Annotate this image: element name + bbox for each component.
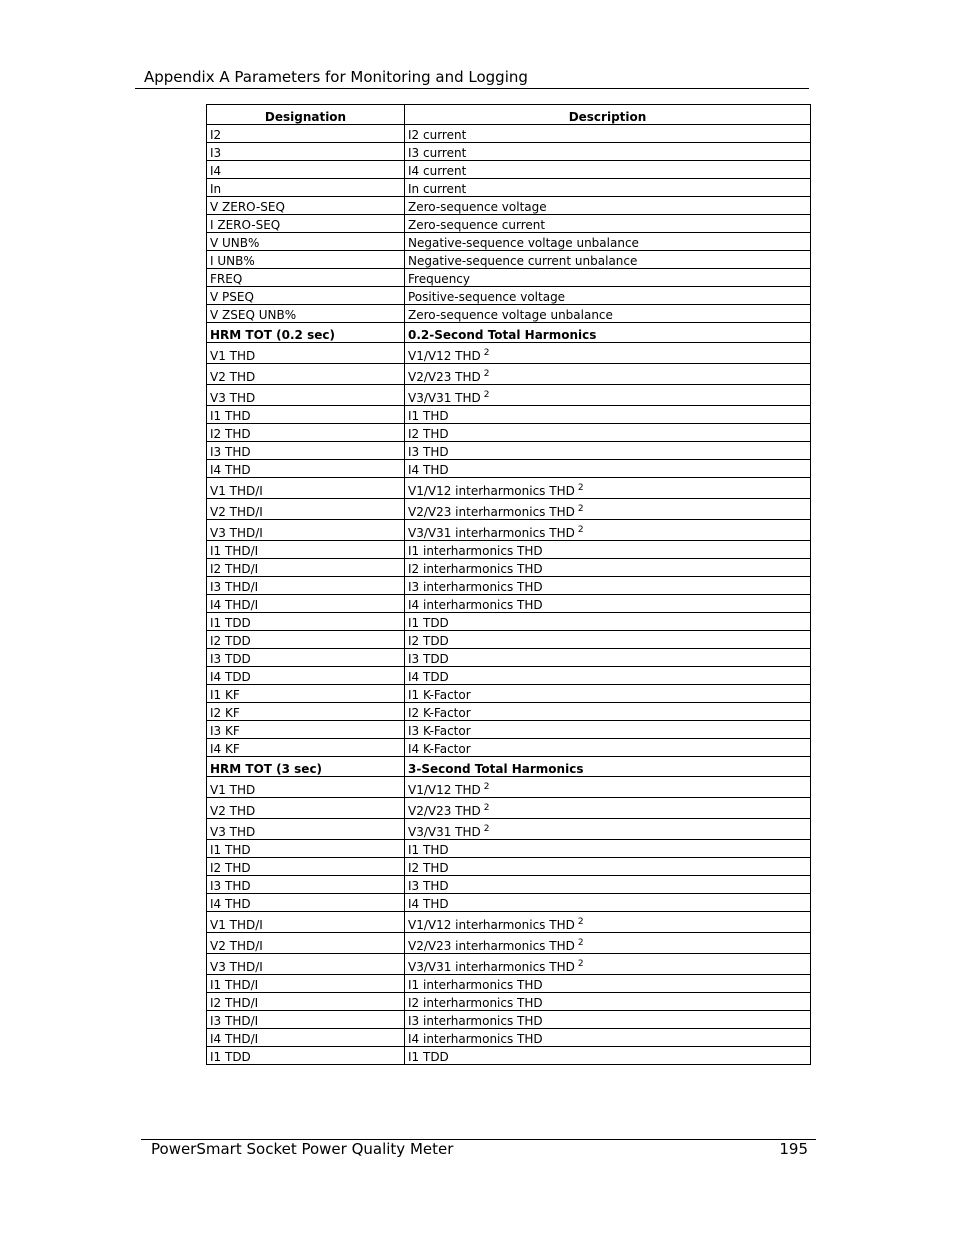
description-text: I1 interharmonics THD — [408, 544, 543, 558]
designation-cell: I2 THD — [207, 858, 405, 876]
description-text: Zero-sequence voltage — [408, 200, 547, 214]
description-text: I4 interharmonics THD — [408, 598, 543, 612]
designation-cell: I4 THD/I — [207, 1029, 405, 1047]
description-cell — [405, 954, 811, 975]
table-row — [207, 143, 811, 161]
table-row — [207, 520, 811, 541]
table-row — [207, 233, 811, 251]
designation-cell: V PSEQ — [207, 287, 405, 305]
header-divider — [135, 88, 809, 89]
footnote-reference: 2 — [577, 959, 584, 969]
table-row — [207, 649, 811, 667]
table-row — [207, 975, 811, 993]
page-header-title: Appendix A Parameters for Monitoring and Logging — [144, 68, 528, 86]
designation-cell: I2 — [207, 125, 405, 143]
description-cell — [405, 460, 811, 478]
designation-cell: I2 KF — [207, 703, 405, 721]
table-row — [207, 442, 811, 460]
description-text: V2/V23 THD — [408, 804, 481, 818]
designation-cell: HRM TOT (3 sec) — [207, 757, 405, 777]
designation-cell: I3 THD — [207, 876, 405, 894]
description-cell — [405, 269, 811, 287]
description-text: V1/V12 interharmonics THD — [408, 918, 575, 932]
description-text: Positive-sequence voltage — [408, 290, 566, 304]
description-cell — [405, 541, 811, 559]
designation-cell: I4 KF — [207, 739, 405, 757]
footer-document-title: PowerSmart Socket Power Quality Meter — [151, 1140, 454, 1158]
description-text: V3/V31 interharmonics THD — [408, 526, 575, 540]
table-row — [207, 912, 811, 933]
designation-cell: V2 THD/I — [207, 933, 405, 954]
designation-cell: I4 TDD — [207, 667, 405, 685]
description-text: I4 interharmonics THD — [408, 1032, 543, 1046]
table-row — [207, 1029, 811, 1047]
designation-cell: I1 KF — [207, 685, 405, 703]
designation-cell: HRM TOT (0.2 sec) — [207, 323, 405, 343]
description-text: I1 THD — [408, 409, 449, 423]
table-row — [207, 1011, 811, 1029]
designation-cell: I4 THD — [207, 460, 405, 478]
designation-cell: V2 THD — [207, 798, 405, 819]
description-cell — [405, 499, 811, 520]
designation-cell: I1 THD — [207, 406, 405, 424]
footnote-reference: 2 — [577, 504, 584, 514]
description-cell — [405, 385, 811, 406]
description-cell — [405, 520, 811, 541]
table-row — [207, 993, 811, 1011]
table-row — [207, 840, 811, 858]
designation-cell: I2 THD — [207, 424, 405, 442]
designation-cell: V1 THD — [207, 343, 405, 364]
footnote-reference: 2 — [577, 483, 584, 493]
designation-cell: I4 THD — [207, 894, 405, 912]
table-row — [207, 798, 811, 819]
description-cell — [405, 685, 811, 703]
table-section-row — [207, 757, 811, 777]
description-cell — [405, 577, 811, 595]
description-text: I4 THD — [408, 463, 449, 477]
table-row — [207, 595, 811, 613]
table-row — [207, 577, 811, 595]
description-cell — [405, 819, 811, 840]
description-text: V3/V31 THD — [408, 825, 481, 839]
description-text: Frequency — [408, 272, 470, 286]
table-row — [207, 559, 811, 577]
designation-cell: I1 TDD — [207, 1047, 405, 1065]
description-cell — [405, 478, 811, 499]
description-text: I2 interharmonics THD — [408, 996, 543, 1010]
footnote-reference: 2 — [577, 525, 584, 535]
designation-cell: I2 TDD — [207, 631, 405, 649]
description-cell — [405, 343, 811, 364]
description-text: I2 K-Factor — [408, 706, 471, 720]
table-row — [207, 460, 811, 478]
designation-cell: V3 THD — [207, 819, 405, 840]
parameters-table — [206, 104, 811, 1065]
table-row — [207, 954, 811, 975]
description-text: V2/V23 THD — [408, 370, 481, 384]
description-cell — [405, 559, 811, 577]
designation-cell: I4 THD/I — [207, 595, 405, 613]
table-row — [207, 125, 811, 143]
table-row — [207, 161, 811, 179]
table-row — [207, 364, 811, 385]
designation-cell: I4 — [207, 161, 405, 179]
page-number: 195 — [779, 1140, 808, 1158]
designation-cell: I1 THD/I — [207, 541, 405, 559]
footnote-reference: 2 — [483, 824, 490, 834]
table-section-row — [207, 323, 811, 343]
description-cell — [405, 912, 811, 933]
description-text: I4 TDD — [408, 670, 449, 684]
description-cell — [405, 125, 811, 143]
description-text: V1/V12 interharmonics THD — [408, 484, 575, 498]
column-header-designation: Designation — [207, 105, 405, 125]
designation-cell: V3 THD/I — [207, 520, 405, 541]
description-text: I2 THD — [408, 861, 449, 875]
footnote-reference: 2 — [577, 917, 584, 927]
description-cell — [405, 215, 811, 233]
description-text: I2 current — [408, 128, 467, 142]
designation-cell: V UNB% — [207, 233, 405, 251]
designation-cell: V3 THD/I — [207, 954, 405, 975]
table-row — [207, 721, 811, 739]
designation-cell: I2 THD/I — [207, 993, 405, 1011]
table-row — [207, 385, 811, 406]
description-text: I1 TDD — [408, 1050, 449, 1064]
table-row — [207, 933, 811, 954]
description-cell — [405, 613, 811, 631]
description-text: I3 TDD — [408, 652, 449, 666]
description-cell — [405, 197, 811, 215]
description-cell — [405, 876, 811, 894]
description-cell — [405, 703, 811, 721]
designation-cell: I ZERO-SEQ — [207, 215, 405, 233]
table-row — [207, 269, 811, 287]
table-header-row — [207, 105, 811, 125]
description-text: V2/V23 interharmonics THD — [408, 939, 575, 953]
table-row — [207, 478, 811, 499]
designation-cell: In — [207, 179, 405, 197]
description-cell — [405, 1011, 811, 1029]
description-cell — [405, 721, 811, 739]
description-cell — [405, 406, 811, 424]
description-cell — [405, 993, 811, 1011]
table-row — [207, 424, 811, 442]
table-row — [207, 667, 811, 685]
description-text: Negative-sequence voltage unbalance — [408, 236, 639, 250]
designation-cell: I1 THD — [207, 840, 405, 858]
table-row — [207, 819, 811, 840]
description-cell — [405, 858, 811, 876]
table-row — [207, 631, 811, 649]
table-row — [207, 197, 811, 215]
table-row — [207, 179, 811, 197]
description-cell — [405, 667, 811, 685]
designation-cell: I UNB% — [207, 251, 405, 269]
table-row — [207, 215, 811, 233]
description-cell — [405, 1029, 811, 1047]
description-cell — [405, 757, 811, 777]
description-cell — [405, 161, 811, 179]
footnote-reference: 2 — [483, 369, 490, 379]
table-row — [207, 406, 811, 424]
designation-cell: I3 THD/I — [207, 1011, 405, 1029]
description-text: Zero-sequence current — [408, 218, 546, 232]
table-row — [207, 703, 811, 721]
description-text: I3 THD — [408, 879, 449, 893]
designation-cell: V ZERO-SEQ — [207, 197, 405, 215]
description-cell — [405, 442, 811, 460]
table-row — [207, 499, 811, 520]
designation-cell: I2 THD/I — [207, 559, 405, 577]
designation-cell: I3 THD/I — [207, 577, 405, 595]
designation-cell: I3 TDD — [207, 649, 405, 667]
designation-cell: I3 KF — [207, 721, 405, 739]
description-cell — [405, 595, 811, 613]
description-text: I1 interharmonics THD — [408, 978, 543, 992]
description-cell — [405, 840, 811, 858]
description-cell — [405, 424, 811, 442]
description-cell — [405, 777, 811, 798]
description-cell — [405, 143, 811, 161]
table-row — [207, 685, 811, 703]
description-cell — [405, 323, 811, 343]
description-cell — [405, 933, 811, 954]
table-row — [207, 876, 811, 894]
table-body — [207, 125, 811, 1065]
table-row — [207, 777, 811, 798]
description-text: 0.2-Second Total Harmonics — [408, 328, 597, 342]
description-cell — [405, 287, 811, 305]
description-cell — [405, 305, 811, 323]
description-text: I2 interharmonics THD — [408, 562, 543, 576]
footnote-reference: 2 — [483, 348, 490, 358]
description-text: V3/V31 THD — [408, 391, 481, 405]
description-cell — [405, 179, 811, 197]
description-text: I4 current — [408, 164, 467, 178]
description-text: V3/V31 interharmonics THD — [408, 960, 575, 974]
description-text: 3-Second Total Harmonics — [408, 762, 584, 776]
description-cell — [405, 975, 811, 993]
description-text: I3 THD — [408, 445, 449, 459]
designation-cell: V2 THD/I — [207, 499, 405, 520]
table-row — [207, 305, 811, 323]
description-text: I4 THD — [408, 897, 449, 911]
description-cell — [405, 1047, 811, 1065]
description-text: I2 THD — [408, 427, 449, 441]
description-text: V1/V12 THD — [408, 349, 481, 363]
table-row — [207, 251, 811, 269]
table-row — [207, 613, 811, 631]
designation-cell: V ZSEQ UNB% — [207, 305, 405, 323]
description-text: I4 K-Factor — [408, 742, 471, 756]
description-text: Negative-sequence current unbalance — [408, 254, 638, 268]
description-text: V1/V12 THD — [408, 783, 481, 797]
description-text: In current — [408, 182, 467, 196]
footnote-reference: 2 — [483, 390, 490, 400]
designation-cell: I1 THD/I — [207, 975, 405, 993]
footnote-reference: 2 — [577, 938, 584, 948]
column-header-description: Description — [405, 105, 811, 125]
designation-cell: I3 THD — [207, 442, 405, 460]
description-cell — [405, 894, 811, 912]
description-text: I3 current — [408, 146, 467, 160]
footnote-reference: 2 — [483, 803, 490, 813]
description-text: I2 TDD — [408, 634, 449, 648]
description-text: I3 interharmonics THD — [408, 1014, 543, 1028]
designation-cell: V1 THD/I — [207, 478, 405, 499]
table-row — [207, 894, 811, 912]
designation-cell: V3 THD — [207, 385, 405, 406]
designation-cell: V2 THD — [207, 364, 405, 385]
description-text: I3 K-Factor — [408, 724, 471, 738]
description-text: I3 interharmonics THD — [408, 580, 543, 594]
table-row — [207, 541, 811, 559]
table-row — [207, 287, 811, 305]
description-text: I1 TDD — [408, 616, 449, 630]
designation-cell: FREQ — [207, 269, 405, 287]
description-text: I1 K-Factor — [408, 688, 471, 702]
description-cell — [405, 251, 811, 269]
designation-cell: V1 THD — [207, 777, 405, 798]
description-cell — [405, 631, 811, 649]
table-row — [207, 858, 811, 876]
designation-cell: V1 THD/I — [207, 912, 405, 933]
table-row — [207, 343, 811, 364]
table-row — [207, 739, 811, 757]
description-cell — [405, 364, 811, 385]
footnote-reference: 2 — [483, 782, 490, 792]
description-text: V2/V23 interharmonics THD — [408, 505, 575, 519]
description-cell — [405, 649, 811, 667]
description-cell — [405, 739, 811, 757]
description-cell — [405, 233, 811, 251]
description-cell — [405, 798, 811, 819]
table-row — [207, 1047, 811, 1065]
designation-cell: I1 TDD — [207, 613, 405, 631]
description-text: I1 THD — [408, 843, 449, 857]
designation-cell: I3 — [207, 143, 405, 161]
description-text: Zero-sequence voltage unbalance — [408, 308, 613, 322]
